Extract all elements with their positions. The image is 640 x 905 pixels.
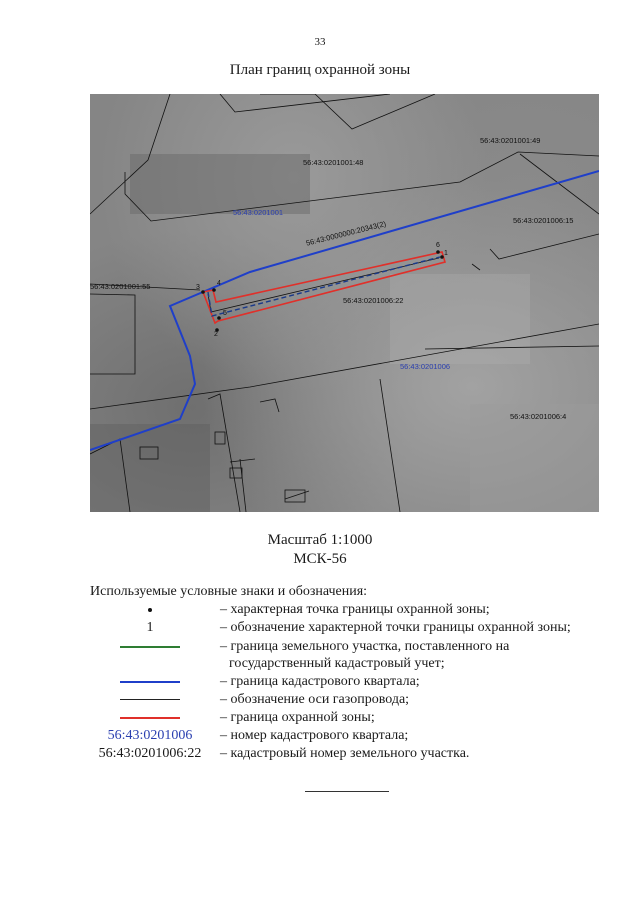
- point-label: 1: [444, 250, 448, 257]
- legend-text: – номер кадастрового квартала;: [220, 728, 409, 743]
- closing-rule: [305, 791, 389, 792]
- legend-symbol: [80, 673, 220, 690]
- legend-symbol: [80, 619, 220, 636]
- legend-text: – кадастровый номер земельного участка.: [220, 746, 470, 761]
- legend-symbol: [80, 709, 220, 726]
- legend-item: [80, 619, 620, 637]
- coordinate-system: МСК-56: [293, 551, 347, 567]
- map-label-quarter: 56:43:0201001: [233, 208, 284, 217]
- legend-item: [80, 709, 620, 727]
- cadastral-map: [90, 94, 599, 512]
- legend-symbol: [80, 691, 220, 708]
- legend-text: государственный кадастровый учет;: [229, 656, 445, 671]
- building-block: [390, 274, 530, 364]
- structure-outline: [230, 468, 242, 478]
- scale-text: Масштаб 1:1000: [267, 532, 373, 548]
- point-icon: [148, 608, 152, 612]
- point-label: 4: [217, 280, 221, 287]
- legend-item: [80, 691, 620, 709]
- point-marker: [212, 288, 216, 292]
- scale-block: [0, 531, 640, 569]
- point-label: 5: [223, 310, 227, 317]
- building-block: [130, 154, 310, 214]
- page-number: 33: [314, 36, 326, 48]
- map-label-parcel: 56:43:0201001:48: [303, 158, 364, 167]
- legend-symbol: [80, 745, 220, 762]
- map-label-parcel: 56:43:0201006:15: [513, 216, 574, 225]
- map-label-parcel: 56:43:0201001:55: [90, 282, 151, 291]
- legend-heading: Используемые условные знаки и обозначения:: [90, 584, 368, 599]
- map-label-parcel: 56:43:0201006:22: [343, 296, 404, 305]
- legend-symbol: [80, 601, 220, 618]
- legend-text: – граница кадастрового квартала;: [220, 674, 420, 689]
- point-label: 6: [436, 242, 440, 249]
- point-label: 3: [196, 284, 200, 291]
- map-label-parcel: 56:43:0201001:49: [480, 136, 541, 145]
- legend-item: [80, 745, 620, 763]
- point-marker: [217, 316, 221, 320]
- legend-text: – граница земельного участка, поставленного на: [220, 639, 510, 654]
- legend-text: – характерная точка границы охранной зоны;: [220, 602, 490, 617]
- point-number-sample: 1: [146, 620, 154, 635]
- page-title: План границ охранной зоны: [229, 62, 411, 78]
- legend-text: – обозначение характерной точки границы охранной зоны;: [220, 620, 571, 635]
- legend-text: – обозначение оси газопровода;: [220, 692, 410, 707]
- point-label: 2: [214, 331, 218, 338]
- parcel-number-sample: 56:43:0201006:22: [98, 746, 202, 761]
- point-marker: [436, 250, 440, 254]
- point-marker: [201, 290, 205, 294]
- legend-symbol: [80, 638, 220, 655]
- legend-item: [80, 601, 620, 619]
- black-line-icon: [120, 699, 180, 700]
- red-line-icon: [120, 717, 180, 719]
- green-line-icon: [120, 646, 180, 648]
- legend-symbol: [80, 727, 220, 744]
- quarter-number-sample: 56:43:0201006: [107, 728, 193, 743]
- structure-outline: [215, 432, 225, 444]
- map-label-road: 56:43:0000000:20343(2): [305, 219, 387, 248]
- legend-item: [80, 673, 620, 691]
- legend-item-continuation: [80, 655, 620, 673]
- building-block: [90, 424, 210, 512]
- blue-line-icon: [120, 681, 180, 683]
- map-label-quarter: 56:43:0201006: [400, 362, 451, 371]
- legend-item: [80, 727, 620, 745]
- legend-item: [80, 638, 620, 656]
- legend-text: – граница охранной зоны;: [220, 710, 375, 725]
- map-label-parcel: 56:43:0201006:4: [510, 412, 567, 421]
